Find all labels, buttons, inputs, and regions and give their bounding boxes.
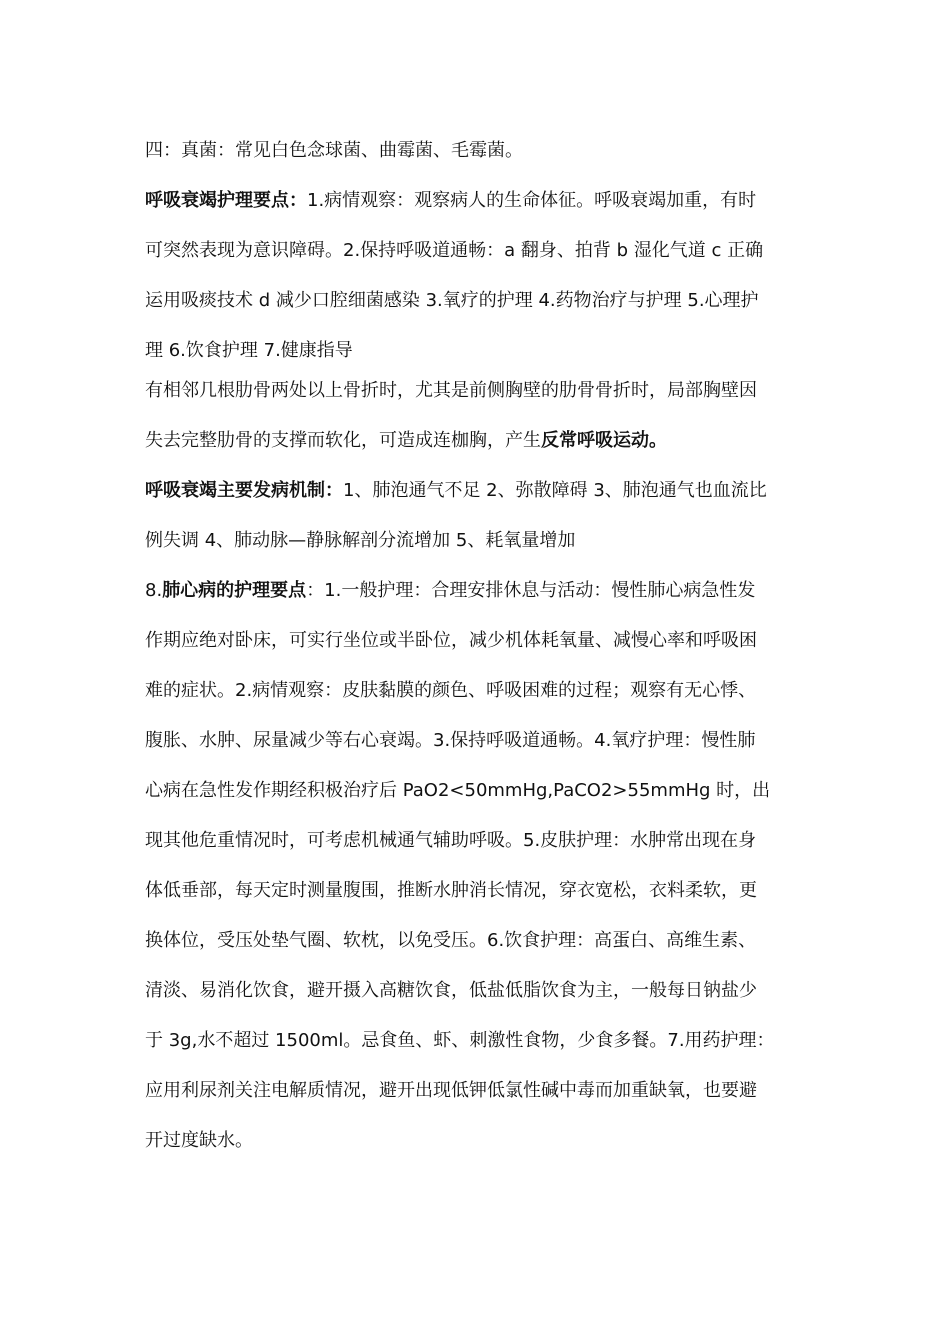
- text-run: 清淡、易消化饮食，避开摄入高糖饮食，低盐低脂饮食为主，一般每日钠盐少: [145, 980, 757, 1001]
- text-run: 失去完整肋骨的支撑而软化，可造成连枷胸，产生: [145, 430, 541, 451]
- text-run: 有相邻几根肋骨两处以上骨折时，尤其是前侧胸壁的肋骨骨折时，局部胸壁因: [145, 380, 757, 401]
- text-run: 换体位，受压处垫气圈、软枕，以免受压。6.饮食护理：高蛋白、高维生素、: [145, 930, 757, 951]
- text-run: 运用吸痰技术 d 减少口腔细菌感染 3.氧疗的护理 4.药物治疗与护理 5.心理护: [145, 290, 759, 311]
- text-run: 难的症状。2.病情观察：皮肤黏膜的颜色、呼吸困难的过程；观察有无心悸、: [145, 680, 757, 701]
- text-line: [145, 284, 815, 334]
- text-line: [145, 134, 815, 184]
- text-run: 例失调 4、肺动脉—静脉解剖分流增加 5、耗氧量增加: [145, 530, 576, 551]
- section-heading: 肺心病的护理要点: [162, 580, 307, 601]
- text-line: [145, 624, 815, 674]
- text-line: [145, 1074, 815, 1124]
- text-line: [145, 824, 815, 874]
- text-line: [145, 674, 815, 724]
- text-run: 应用利尿剂关注电解质情况，避开出现低钾低氯性碱中毒而加重缺氧，也要避: [145, 1080, 757, 1101]
- text-run: 腹胀、水肿、尿量减少等右心衰竭。3.保持呼吸道通畅。4.氧疗护理：慢性肺: [145, 730, 756, 751]
- text-run: 开过度缺水。: [145, 1130, 253, 1151]
- section-heading: 呼吸衰竭主要发病机制：: [145, 480, 343, 501]
- text-line: [145, 474, 815, 524]
- text-line: [145, 524, 815, 574]
- text-run: 8.: [145, 580, 163, 601]
- text-run: 1.病情观察：观察病人的生命体征。呼吸衰竭加重，有时: [307, 190, 757, 211]
- text-run: 体低垂部，每天定时测量腹围，推断水肿消长情况，穿衣宽松，衣料柔软，更: [145, 880, 757, 901]
- text-line: [145, 184, 815, 234]
- text-run: 可突然表现为意识障碍。2.保持呼吸道通畅：a 翻身、拍背 b 湿化气道 c 正确: [145, 240, 764, 261]
- section-heading: 呼吸衰竭护理要点：: [145, 190, 307, 211]
- text-line: [145, 234, 815, 284]
- emphasis-text: 反常呼吸运动。: [541, 430, 667, 451]
- text-line: [145, 1024, 815, 1074]
- text-run: 于 3g,水不超过 1500ml。忌食鱼、虾、刺激性食物，少食多餐。7.用药护理：: [145, 1030, 775, 1051]
- text-line: [145, 724, 815, 774]
- text-line: [145, 574, 815, 624]
- text-line: [145, 424, 815, 474]
- text-run: 理 6.饮食护理 7.健康指导: [145, 340, 353, 361]
- text-line: [145, 1124, 815, 1174]
- text-line: [145, 334, 815, 374]
- text-run: 心病在急性发作期经积极治疗后 PaO2<50mmHg,PaCO2>55mmHg 时，出: [145, 780, 771, 801]
- text-line: [145, 374, 815, 424]
- text-run: 四：真菌：常见白色念球菌、曲霉菌、毛霉菌。: [145, 140, 523, 161]
- text-run: ：1.一般护理：合理安排休息与活动：慢性肺心病急性发: [306, 580, 756, 601]
- text-line: [145, 874, 815, 924]
- text-line: [145, 924, 815, 974]
- text-run: 1、肺泡通气不足 2、弥散障碍 3、肺泡通气也血流比: [343, 480, 767, 501]
- text-line: [145, 974, 815, 1024]
- document-body: [145, 134, 815, 1174]
- text-run: 作期应绝对卧床，可实行坐位或半卧位，减少机体耗氧量、减慢心率和呼吸困: [145, 630, 757, 651]
- text-line: [145, 774, 815, 824]
- text-run: 现其他危重情况时，可考虑机械通气辅助呼吸。5.皮肤护理：水肿常出现在身: [145, 830, 757, 851]
